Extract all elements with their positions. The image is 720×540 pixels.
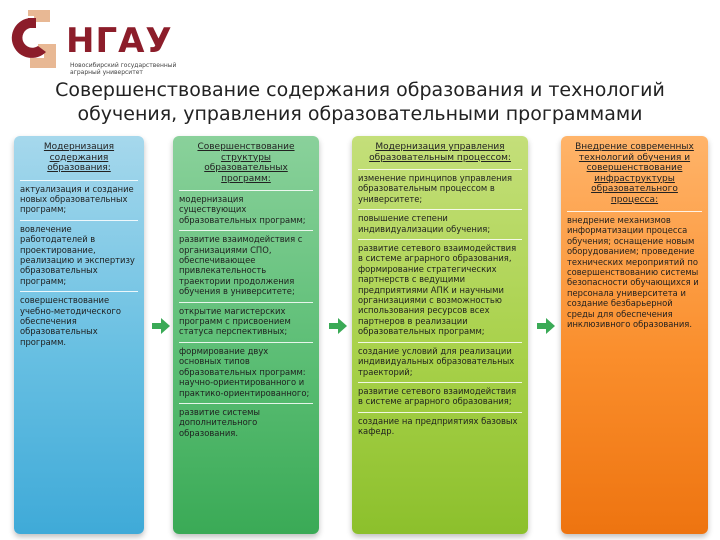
list-item: развитие сетевого взаимодействия в системе аграрного образования, формирование стратегических партнерств с ведущими предприятиями АПК и научными организациями с возможностью использования ресурсов всех партнеров в реализации образовательных программ; xyxy=(358,239,522,342)
list-item: вовлечение работодателей в проектирование, реализацию и экспертизу образовательных программ; xyxy=(20,220,138,291)
list-item: модернизация существующих образовательных программ; xyxy=(179,190,313,230)
list-item: актуализация и создание новых образовательных программ; xyxy=(20,180,138,220)
list-item: открытие магистерских программ с присвоением статуса перспективных; xyxy=(179,302,313,342)
slide-title-line-2: обучения, управления образовательными программами xyxy=(77,103,643,125)
list-item: развитие сетевого взаимодействия в системе аграрного образования; xyxy=(358,382,522,412)
column-heading: Модернизация управления образовательным процессом: xyxy=(369,142,511,163)
university-logo xyxy=(8,6,183,78)
arrow-right-icon xyxy=(152,318,170,334)
column-heading: Внедрение современных технологий обучения и совершенствование инфраструктуры образовательного процесса: xyxy=(575,142,694,205)
list-item: формирование двух основных типов образовательных программ: научно-ориентированного и практико-ориентированного; xyxy=(179,342,313,403)
list-item: совершенствование учебно-методического обеспечения образовательных программ. xyxy=(20,291,138,352)
list-item: развитие системы дополнительного образования. xyxy=(179,403,313,443)
arrow-right-icon xyxy=(537,318,555,334)
list-item: изменение принципов управления образовательным процессом в университете; xyxy=(358,169,522,209)
column-process-management xyxy=(352,136,528,534)
list-item: развитие взаимодействия с организациями СПО, обеспечивающее привлекательность траектории продолжения обучения в университете; xyxy=(179,230,313,301)
arrow-right-icon xyxy=(329,318,347,334)
column-heading: Совершенствование структуры образовательных программ: xyxy=(197,142,295,184)
column-content-modernization xyxy=(14,136,144,534)
column-learning-technologies xyxy=(561,136,708,534)
list-item: внедрение механизмов информатизации процесса обучения; оснащение новым оборудованием; проведение технических мероприятий по совершенствованию системы безопасности обучающихся и персонала университета и создание безбарьерной среды для обеспечения инклюзивного образования. xyxy=(567,211,702,334)
slide-title-line-1: Совершенствование содержания образования и технологий xyxy=(55,79,665,101)
logo-subtitle: Новосибирский государственный аграрный университет xyxy=(70,62,177,76)
list-item: создание условий для реализации индивидуальных образовательных траекторий; xyxy=(358,342,522,382)
column-program-structure xyxy=(173,136,319,534)
slide-title xyxy=(0,78,720,126)
column-heading: Модернизация содержания образования: xyxy=(43,142,115,173)
list-item: повышение степени индивидуализации обучения; xyxy=(358,209,522,239)
list-item: создание на предприятиях базовых кафедр. xyxy=(358,412,522,442)
ngau-logo-mark-icon xyxy=(8,6,60,72)
logo-brand-text: НГАУ xyxy=(66,21,173,61)
